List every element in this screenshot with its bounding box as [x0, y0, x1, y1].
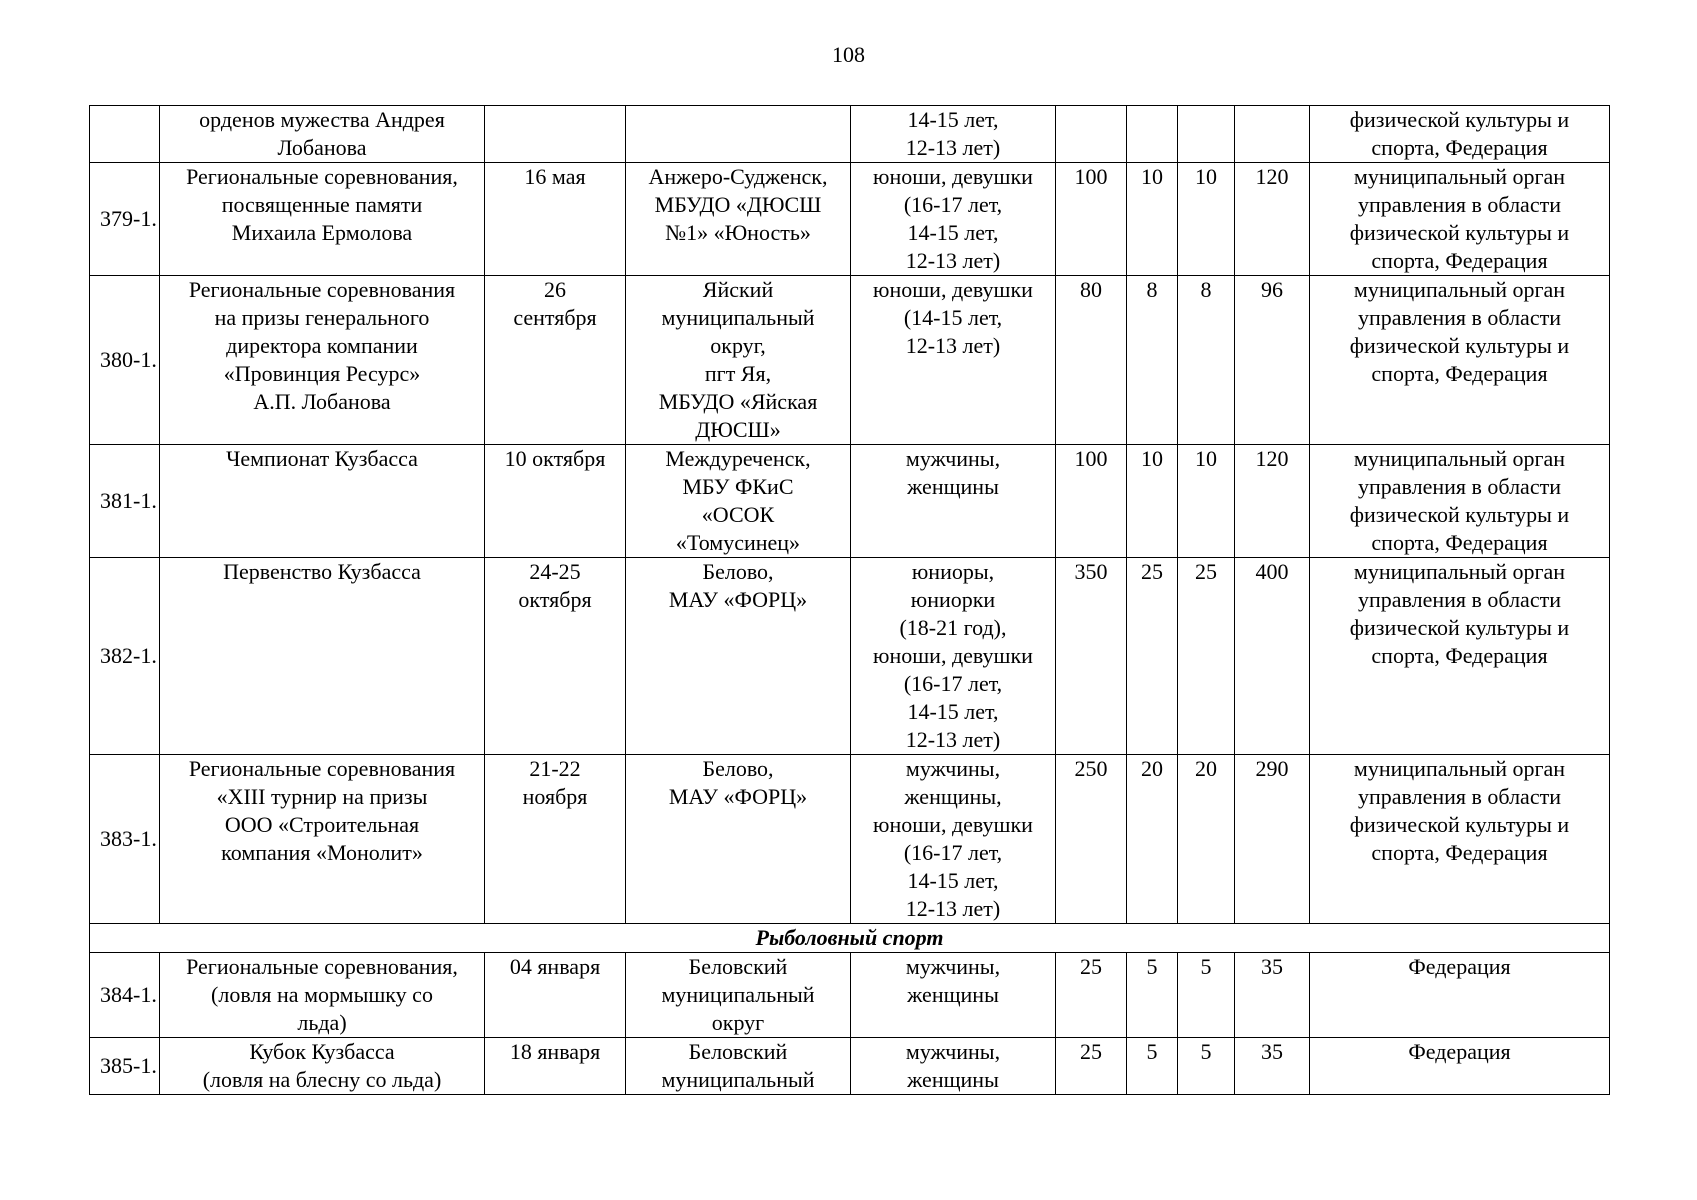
event-date: [485, 106, 626, 163]
table-row: [90, 276, 1610, 445]
table-row: [90, 163, 1610, 276]
event-name: Региональные соревнования «XIII турнир на призы ООО «Строительная компания «Монолит»: [160, 755, 485, 924]
total-count: 35: [1235, 1038, 1310, 1095]
coaches-count: 8: [1127, 276, 1178, 445]
event-organizer: муниципальный орган управления в области физической культуры и спорта, Федерация: [1310, 276, 1610, 445]
coaches-count: 10: [1127, 163, 1178, 276]
athletes-count: [1056, 106, 1127, 163]
athletes-count: 80: [1056, 276, 1127, 445]
event-participants: мужчины, женщины: [851, 953, 1056, 1038]
coaches-count: 20: [1127, 755, 1178, 924]
total-count: 400: [1235, 558, 1310, 755]
events-table: [89, 105, 1610, 1095]
total-count: 120: [1235, 163, 1310, 276]
event-place: Беловский муниципальный округ: [626, 953, 851, 1038]
table-row: [90, 445, 1610, 558]
athletes-count: 100: [1056, 445, 1127, 558]
judges-count: 10: [1178, 445, 1235, 558]
event-name: Региональные соревнования, (ловля на мормышку со льда): [160, 953, 485, 1038]
judges-count: 8: [1178, 276, 1235, 445]
judges-count: 10: [1178, 163, 1235, 276]
judges-count: 25: [1178, 558, 1235, 755]
event-participants: юноши, девушки (16-17 лет, 14-15 лет, 12-13 лет): [851, 163, 1056, 276]
event-organizer: Федерация: [1310, 953, 1610, 1038]
event-organizer: физической культуры и спорта, Федерация: [1310, 106, 1610, 163]
event-date: 26 сентября: [485, 276, 626, 445]
athletes-count: 25: [1056, 1038, 1127, 1095]
judges-count: 20: [1178, 755, 1235, 924]
table-row: [90, 106, 1610, 163]
event-name: Первенство Кузбасса: [160, 558, 485, 755]
table-row: [90, 1038, 1610, 1095]
coaches-count: 5: [1127, 1038, 1178, 1095]
event-place: Белово, МАУ «ФОРЦ»: [626, 558, 851, 755]
event-place: Междуреченск, МБУ ФКиС «ОСОК «Томусинец»: [626, 445, 851, 558]
event-place: Яйский муниципальный округ, пгт Яя, МБУДО «Яйская ДЮСШ»: [626, 276, 851, 445]
total-count: 120: [1235, 445, 1310, 558]
total-count: 96: [1235, 276, 1310, 445]
row-number: 379-1.: [90, 163, 160, 276]
row-number: 383-1.: [90, 755, 160, 924]
coaches-count: 10: [1127, 445, 1178, 558]
total-count: 35: [1235, 953, 1310, 1038]
row-number: 380-1.: [90, 276, 160, 445]
total-count: [1235, 106, 1310, 163]
event-place: [626, 106, 851, 163]
event-name: Кубок Кузбасса (ловля на блесну со льда): [160, 1038, 485, 1095]
judges-count: 5: [1178, 953, 1235, 1038]
event-organizer: муниципальный орган управления в области физической культуры и спорта, Федерация: [1310, 163, 1610, 276]
event-date: 18 января: [485, 1038, 626, 1095]
event-date: 21-22 ноября: [485, 755, 626, 924]
row-number: 385-1.: [90, 1038, 160, 1095]
row-number: 382-1.: [90, 558, 160, 755]
event-participants: мужчины, женщины: [851, 445, 1056, 558]
athletes-count: 250: [1056, 755, 1127, 924]
event-participants: юноши, девушки (14-15 лет, 12-13 лет): [851, 276, 1056, 445]
coaches-count: [1127, 106, 1178, 163]
event-participants: юниоры, юниорки (18-21 год), юноши, девушки (16-17 лет, 14-15 лет, 12-13 лет): [851, 558, 1056, 755]
athletes-count: 100: [1056, 163, 1127, 276]
row-number: 381-1.: [90, 445, 160, 558]
event-date: 04 января: [485, 953, 626, 1038]
athletes-count: 350: [1056, 558, 1127, 755]
event-name: Региональные соревнования на призы генерального директора компании «Провинция Ресурс» А.П. Лобанова: [160, 276, 485, 445]
row-number: 384-1.: [90, 953, 160, 1038]
page-number: 108: [832, 42, 865, 67]
athletes-count: 25: [1056, 953, 1127, 1038]
event-name: Чемпионат Кузбасса: [160, 445, 485, 558]
event-organizer: муниципальный орган управления в области физической культуры и спорта, Федерация: [1310, 445, 1610, 558]
event-participants: мужчины, женщины: [851, 1038, 1056, 1095]
table-row: [90, 558, 1610, 755]
total-count: 290: [1235, 755, 1310, 924]
event-date: 16 мая: [485, 163, 626, 276]
event-place: Анжеро-Судженск, МБУДО «ДЮСШ №1» «Юность»: [626, 163, 851, 276]
event-organizer: муниципальный орган управления в области физической культуры и спорта, Федерация: [1310, 558, 1610, 755]
event-participants: мужчины, женщины, юноши, девушки (16-17 лет, 14-15 лет, 12-13 лет): [851, 755, 1056, 924]
event-organizer: муниципальный орган управления в области физической культуры и спорта, Федерация: [1310, 755, 1610, 924]
section-title: Рыболовный спорт: [90, 924, 1610, 953]
event-name: Региональные соревнования, посвященные памяти Михаила Ермолова: [160, 163, 485, 276]
table-body: [90, 106, 1610, 1095]
judges-count: [1178, 106, 1235, 163]
event-participants: 14-15 лет, 12-13 лет): [851, 106, 1056, 163]
coaches-count: 5: [1127, 953, 1178, 1038]
judges-count: 5: [1178, 1038, 1235, 1095]
event-date: 24-25 октября: [485, 558, 626, 755]
section-row: [90, 924, 1610, 953]
event-date: 10 октября: [485, 445, 626, 558]
row-number: [90, 106, 160, 163]
table-row: [90, 755, 1610, 924]
event-organizer: Федерация: [1310, 1038, 1610, 1095]
coaches-count: 25: [1127, 558, 1178, 755]
event-place: Белово, МАУ «ФОРЦ»: [626, 755, 851, 924]
event-name: орденов мужества Андрея Лобанова: [160, 106, 485, 163]
table-row: [90, 953, 1610, 1038]
event-place: Беловский муниципальный: [626, 1038, 851, 1095]
